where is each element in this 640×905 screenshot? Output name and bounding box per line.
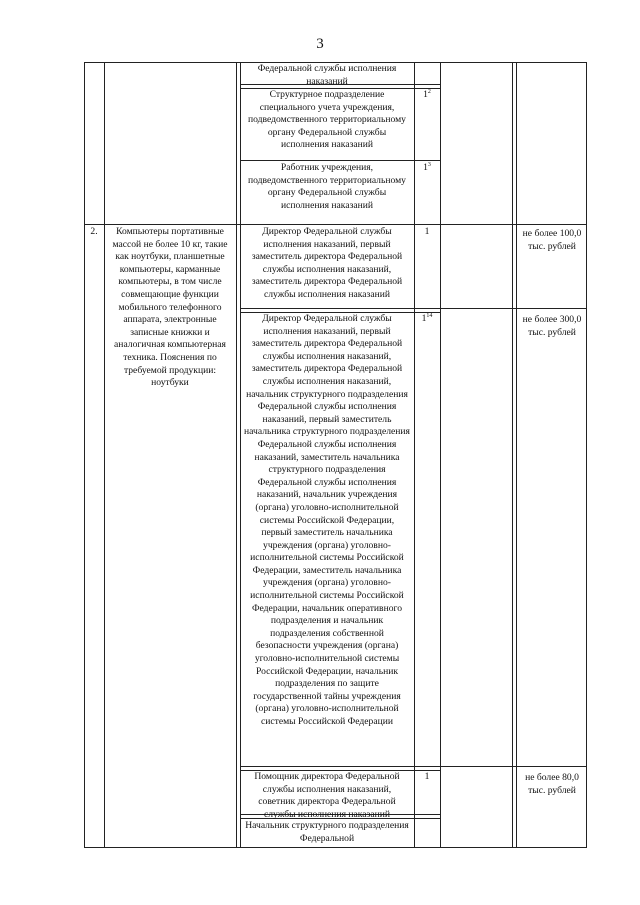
code-cell xyxy=(418,162,436,174)
price-limit-cell: не более 100,0 тыс. рублей xyxy=(522,228,582,252)
position-cell: Директор Федеральной службы исполнения наказаний, первый заместитель директора Федеральной службы исполнения наказаний, заместитель директора Федеральной службы исполнения наказаний xyxy=(251,226,403,300)
table-border-left xyxy=(84,62,85,847)
table-col-divider xyxy=(512,62,513,847)
code-cell xyxy=(418,89,436,101)
price-limit-cell: не более 80,0 тыс. рублей xyxy=(525,772,579,796)
code-footnote: 3 xyxy=(427,162,431,168)
code-value: 1 xyxy=(424,771,430,782)
table-border-right xyxy=(586,62,587,847)
row-number: 2. xyxy=(90,226,98,237)
table-col-divider xyxy=(516,62,517,847)
code-value: 1 xyxy=(424,226,430,237)
table-row-divider xyxy=(240,160,440,161)
code-cell xyxy=(418,226,436,238)
table-col-divider xyxy=(414,62,415,847)
table-row-divider xyxy=(84,224,587,225)
page-number: 3 xyxy=(316,36,324,52)
position-cell: Помощник директора Федеральной службы исполнения наказаний, советник директора Федеральной службы исполнения наказаний xyxy=(254,771,400,820)
code-cell xyxy=(418,313,436,325)
position-cell: Начальник структурного подразделения Федеральной xyxy=(245,820,409,844)
position-cell: Федеральной службы исполнения наказаний xyxy=(257,63,397,87)
table-row-divider xyxy=(240,308,587,309)
item-description: Компьютеры портативные массой не более 10 кг, такие как ноутбуки, планшетные компьютеры, карманные компьютеры, в том числе совмещающие функции мобильного телефонного аппарата, электронные записные книжки и аналогичная компьютерная техника. Пояснения по требуемой продукции: ноутбуки xyxy=(112,226,228,389)
table-col-divider xyxy=(240,62,241,847)
code-value: 1 xyxy=(421,313,427,324)
table-col-divider xyxy=(440,62,441,847)
code-footnote: 2 xyxy=(427,89,431,95)
code-value: 1 xyxy=(423,162,428,173)
table-row-divider xyxy=(240,766,587,767)
table-border-bottom xyxy=(84,847,587,848)
code-value: 1 xyxy=(423,89,428,100)
code-cell xyxy=(418,771,436,783)
position-cell: Работник учреждения, подведомственного территориальному органу Федеральной службы исполнения наказаний xyxy=(248,162,406,211)
code-footnote: 14 xyxy=(426,313,433,319)
position-cell: Структурное подразделение специального учета учреждения, подведомственного территориальному органу Федеральной службы исполнения наказаний xyxy=(248,89,406,151)
price-limit-cell: не более 300,0 тыс. рублей xyxy=(522,314,582,338)
position-cell: Директор Федеральной службы исполнения наказаний, первый заместитель директора Федеральной службы исполнения наказаний, заместитель директора Федеральной службы исполнения наказаний, начальник структурного подразделения Федеральной службы исполнения наказаний, первый заместитель начальника структурного подразделения Федеральной службы исполнения наказаний, заместитель начальника структурного подразделения Федеральной службы исполнения наказаний, начальник учреждения (органа) уголовно-исполнительной системы Российской Федерации, первый заместитель начальника учреждения (органа) уголовно-исполнительной системы Российской Федерации, заместитель начальника учреждения (органа) уголовно-исполнительной системы Российской Федерации, начальник оперативного подразделения и начальник подразделения собственной безопасности учреждения (органа) уголовно-исполнительной системы Российской Федерации, начальник подразделения по защите государственной тайны учреждения (органа) уголовно-исполнительной системы Российской Федерации xyxy=(244,313,410,727)
table-col-divider xyxy=(236,62,237,847)
table-col-divider xyxy=(104,62,105,847)
